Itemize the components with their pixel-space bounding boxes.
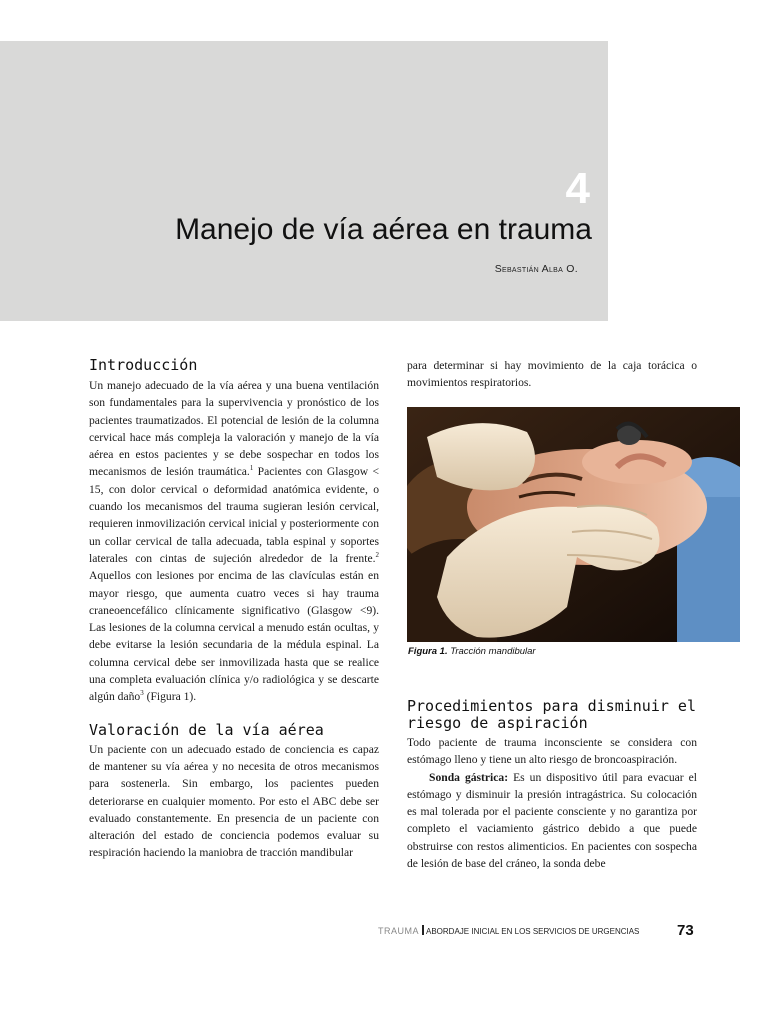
- chapter-author: Sebastián Alba O.: [494, 263, 578, 275]
- figure-jaw-thrust-photo: [407, 407, 740, 642]
- left-column: [89, 357, 379, 862]
- continued-paragraph: para determinar si hay movimiento de la caja torácica o movimientos respiratorios.: [407, 359, 697, 390]
- valoracion-heading: Valoración de la vía aérea: [89, 720, 324, 739]
- page-number: 73: [677, 922, 694, 939]
- chapter-number: 4: [565, 164, 590, 213]
- right-column: [407, 357, 697, 392]
- right-column-lower: [407, 698, 697, 872]
- procedimientos-heading: Procedimientos para disminuir el riesgo de aspiración: [407, 697, 696, 732]
- jaw-thrust-illustration: [407, 407, 740, 642]
- valoracion-paragraph: Un paciente con un adecuado estado de conciencia es capaz de mantener su vía aérea y no necesita de otros mecanismos para sostenerla. Sin embargo, los pacientes pueden deteriorarse en cualquier momento. Por esto el ABC debe ser evaluado constantemente. En presencia de un paciente con alteración del estado de conciencia podemos evaluar su respiración haciendo la maniobra de tracción mandibular: [89, 742, 379, 860]
- intro-paragraph: Un manejo adecuado de la vía aérea y una buena ventilación son fundamentales para la supervivencia y pronóstico de los pacientes traumatizados. El potencial de lesión de la columna cervical hace más compleja la valoración y manejo de la vía aérea en estos pacientes y se debe sospechar en todos los mecanismos de lesión traumática.$^1$ Pacientes con Glasgow < 15, con dolor cervical o deformidad anatómica evidente, o cuando los mecanismos del trauma sugieran lesión cervical, requieren inmovilización cervical inicial y posteriormente con un collar cervical de talla adecuada, tabla espinal y soportes laterales con cintas de sujeción alrededor de la frente.$^2$ Aquellos con lesiones por encima de las clavículas están en mayor riesgo, que aumenta cuatro veces si hay trauma craneoencefálico clínicamente significativo (Glasgow <9). Las lesiones de la columna cervical a menudo están ocultas, y debe evitarse la lesión secundaria de la médula espinal. La columna cervical debe ser inmovilizada hasta que se realice una completa evaluación clínica y/o radiológica y se descarte algún daño$^3$ (Figura 1).: [89, 379, 380, 704]
- sonda-gastrica-paragraph: Sonda gástrica: Es un dispositivo útil para evacuar el estómago y disminuir la presión intragástrica. Su colocación es mal tolerada por el paciente consciente y no garantiza por completo el vaciamiento gástrico debido a que puede obstruirse con restos alimenticios. En pacientes con sospecha de lesión de base del cráneo, la sonda debe: [407, 770, 697, 871]
- chapter-title: Manejo de vía aérea en trauma: [175, 213, 592, 246]
- figure-caption: Figura 1. Tracción mandibular: [408, 646, 536, 657]
- chapter-header: [0, 41, 608, 321]
- intro-heading: Introducción: [89, 356, 198, 374]
- running-footer: TRAUMA ABORDAJE INICIAL EN LOS SERVICIOS DE URGENCIAS: [378, 926, 640, 936]
- procedimientos-paragraph-1: Todo paciente de trauma inconsciente se considera con estómago lleno y tiene un alto riesgo de broncoaspiración.: [407, 736, 697, 767]
